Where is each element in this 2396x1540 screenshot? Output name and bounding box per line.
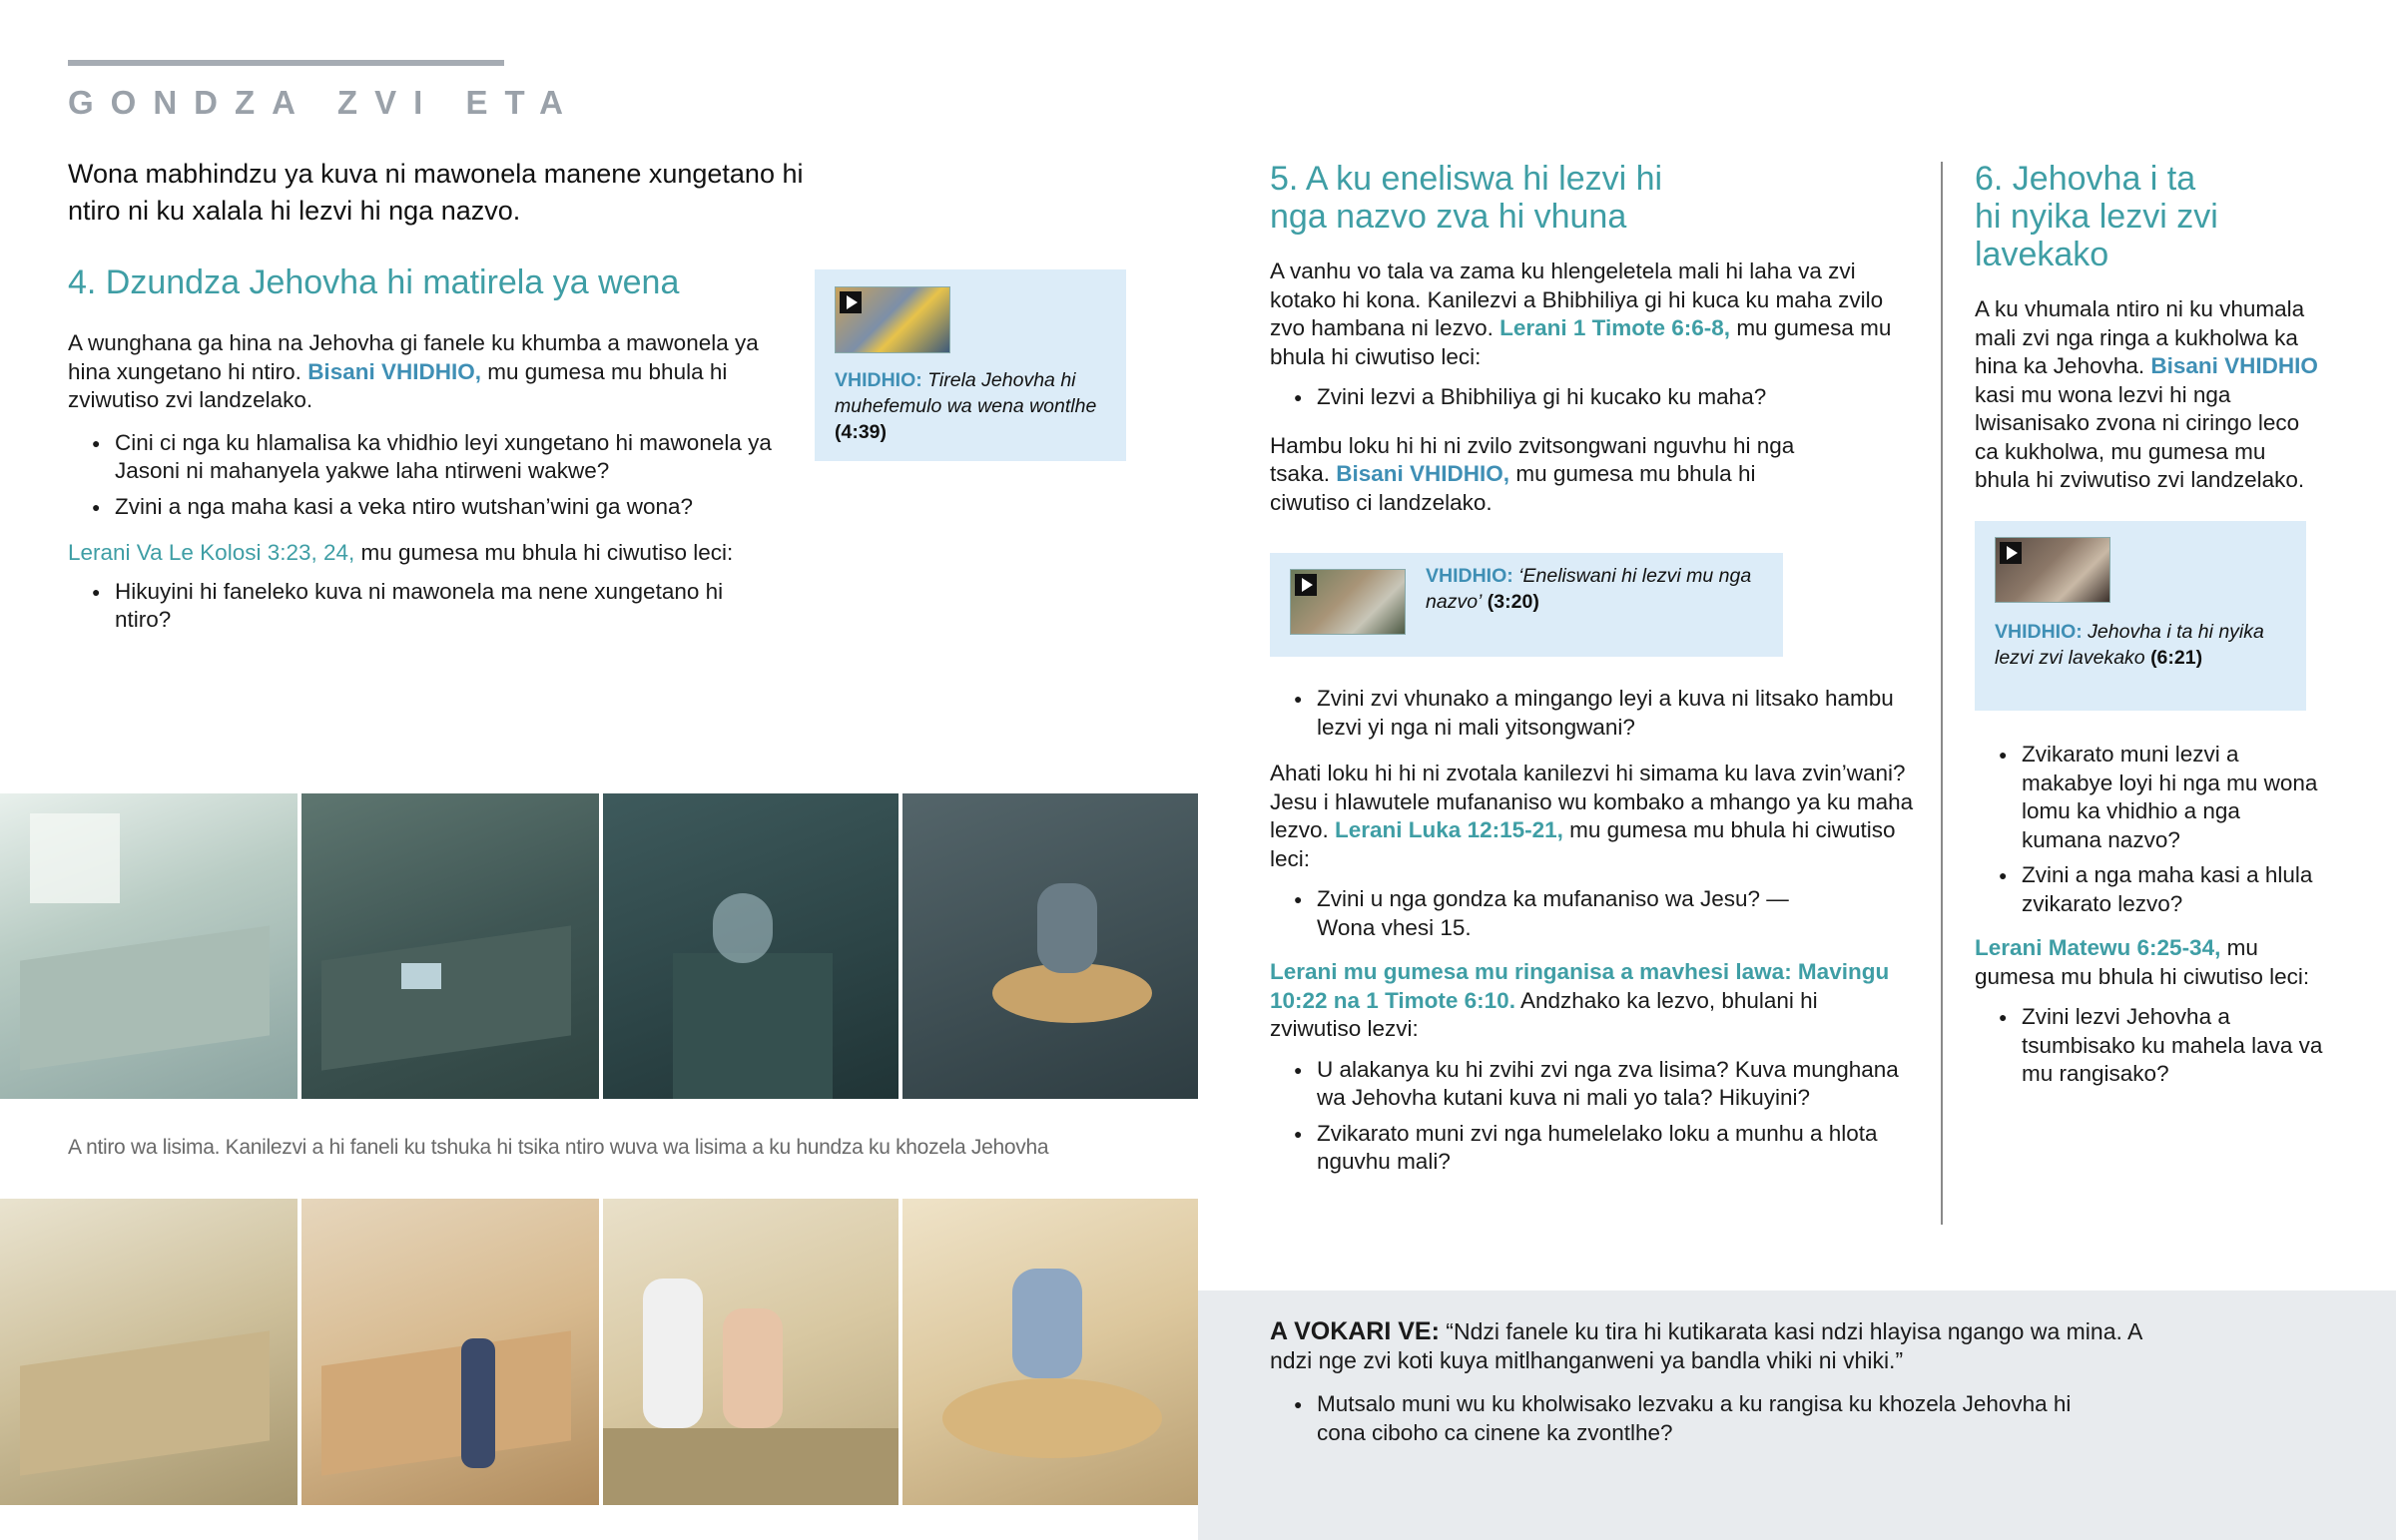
section-5-bullets-2 [1270, 685, 1914, 742]
list-item: ● Zvini u nga gondza ka mufananiso wa Jesu? — Wona vhesi 15. [1270, 885, 1809, 942]
watch-video-link[interactable]: Bisani VHIDHIO, [307, 358, 481, 384]
watch-video-link[interactable]: Bisani VHIDHIO, [1336, 461, 1510, 486]
scripture-link[interactable]: Lerani Luka 12:15-21, [1335, 817, 1563, 842]
play-icon[interactable] [2000, 542, 2022, 564]
section-6-bullets-2 [1975, 1003, 2324, 1089]
play-icon[interactable] [1295, 574, 1317, 596]
scripture-link[interactable]: Lerani 1 Timote 6:6-8, [1499, 315, 1731, 340]
section-4-paragraph: A wunghana ga hina na Jehovha gi fanele ku khumba a mawonela ya hina xungetano hi ntiro. Bisani VHIDHIO, mu gumesa mu bhula hi zviwutiso zvi landzelako. [68, 330, 759, 412]
list-item: ● Cini ci nga ku hlamalisa ka vhidhio leyi xungetano hi mawonela ya Jasoni ni mahanyela yakwe laha ntirweni wakwe? [68, 429, 787, 486]
section-5-paragraph-1: A vanhu vo tala va zama ku hlengeletela mali hi laha va zvi kotako hi kona. Kanilezvi a Bhibhiliya gi hi kuca ku maha zvilo zvo hambana ni lezvo. Lerani 1 Timote 6:6-8, mu gumesa mu bhula hi ciwutiso leci: [1270, 258, 1892, 369]
section-6 [1975, 160, 2324, 495]
intro-text: Wona mabhindzu ya kuva ni mawonela manene xungetano hi ntiro ni ku xalala hi lezvi hi nga nazvo. [68, 159, 804, 226]
column-divider [1941, 162, 1943, 1225]
office-leaving-image [301, 1199, 599, 1505]
objection-box [1198, 1290, 2396, 1540]
video-box-6[interactable] [1975, 521, 2306, 711]
video-caption: VHIDHIO: Jehovha i ta hi nyika lezvi zvi lavekako (6:21) [1995, 621, 2264, 669]
family-meeting-image [603, 1199, 898, 1505]
video-box-5[interactable] [1270, 553, 1783, 657]
section-6-heading: 6. Jehovha i ta hi nyika lezvi zvi lavekako [1975, 160, 2218, 273]
video-box-4[interactable] [815, 269, 1126, 461]
section-6-paragraph: A ku vhumala ntiro ni ku vhumala mali zvi nga ringa a kukholwa ka hina ka Jehovha. Bisani VHIDHIO kasi mu wona lezvi hi nga lwisanisako zvona ni ciringo leco ca kukholwa, mu gumesa mu bhula hi zviwutiso zvi landzelako. [1975, 296, 2318, 492]
section-5-paragraph-3: Ahati loku hi hi ni zvotala kanilezvi hi simama ku lava zvin’wani? Jesu i hlawutele mufananiso wu kombako a mhango ya ku maha lezvo. Lerani Luka 12:15-21, mu gumesa mu bhula hi ciwutiso leci: [1270, 761, 1914, 871]
video-thumbnail[interactable] [1995, 537, 2110, 603]
list-item: ● Zvikarato muni lezvi a makabye loyi hi nga mu wona lomu ka vhidhio a nga kumana nazvo? [1975, 741, 2324, 854]
section-4-read: Lerani Va Le Kolosi 3:23, 24, mu gumesa mu bhula hi ciwutiso leci: [68, 540, 734, 565]
scripture-link[interactable]: Lerani Va Le Kolosi 3:23, 24, [68, 540, 355, 565]
section-4-bullets [68, 429, 787, 522]
office-evening-image [301, 793, 599, 1099]
list-item: ● Zvini lezvi Jehovha a tsumbisako ku mahela lava va mu rangisako? [1975, 1003, 2324, 1089]
video-thumbnail[interactable] [1290, 569, 1406, 635]
section-5 [1270, 160, 1914, 517]
video-caption: VHIDHIO: Tirela Jehovha hi muhefemulo wa wena wontlhe (4:39) [835, 369, 1097, 443]
section-6-bullets-1 [1975, 741, 2324, 918]
section-5-paragraph-4: Lerani mu gumesa mu ringanisa a mavhesi lawa: Mavingu 10:22 na 1 Timote 6:10. Andzhako ka lezvo, bhulani hi zviwutiso lezvi: [1270, 959, 1890, 1041]
objection-bullets [1270, 1390, 2108, 1454]
section-4-bullets-2 [68, 578, 767, 635]
list-item: ● Zvikarato muni zvi nga humelelako loku a munhu a hlota nguvhu mali? [1270, 1120, 1914, 1177]
section-5-bullets-1 [1270, 383, 1914, 412]
list-item: ● Hikuyini hi faneleko kuva ni mawonela ma nene xungetano hi ntiro? [68, 578, 767, 635]
section-4 [68, 263, 787, 642]
kitchen-night-image [902, 793, 1198, 1099]
objection-quote: A VOKARI VE: “Ndzi fanele ku tira hi kutikarata kasi ndzi hlayisa ngango wa mina. A ndzi nge zvi koti kuya mitlhanganweni ya bandla vhiki ni vhiki.” [1270, 1317, 2142, 1373]
scripture-link[interactable]: Lerani Matewu 6:25-34, [1975, 935, 2221, 960]
play-icon[interactable] [840, 291, 862, 313]
header-rule [68, 60, 504, 66]
section-6-lower [1975, 741, 2324, 1096]
list-item: ● Zvini a nga maha kasi a hlula zvikarato lezvo? [1975, 861, 2324, 918]
list-item: ● Zvini zvi vhunako a mingango leyi a kuva ni litsako hambu lezvi yi nga ni mali yitsongwani? [1270, 685, 1914, 742]
list-item: ● Zvini lezvi a Bhibhiliya gi hi kucako ku maha? [1270, 383, 1914, 412]
list-item: ● U alakanya ku hi zvihi zvi nga zva lisima? Kuva munghana wa Jehovha kutani kuva ni mali yo tala? Hikuyini? [1270, 1056, 1914, 1113]
section-5-heading: 5. A ku eneliswa hi lezvi hi nga nazvo zva hi vhuna [1270, 160, 1663, 236]
section-4-heading: 4. Dzundza Jehovha hi matirela ya wena [68, 263, 680, 301]
office-warm-image [0, 1199, 298, 1505]
list-item: ● Zvini a nga maha kasi a veka ntiro wutshan’wini ga wona? [68, 493, 787, 522]
video-caption: VHIDHIO: ‘Eneliswani hi lezvi mu nga nazvo’ (3:20) [1426, 565, 1752, 613]
image-caption: A ntiro wa lisima. Kanilezvi a hi faneli ku tshuka hi tsika ntiro wuva wa lisima a ku hundza ku khozela Jehovha [68, 1136, 1049, 1159]
office-night-image [603, 793, 898, 1099]
family-dinner-image [902, 1199, 1198, 1505]
watch-video-link[interactable]: Bisani VHIDHIO [2150, 353, 2318, 378]
section-5-bullets-3 [1270, 885, 1809, 942]
list-item: ● Mutsalo muni wu ku kholwisako lezvaku a ku rangisa ku khozela Jehovha hi cona ciboho ca cinene ka zvontlhe? [1270, 1390, 2108, 1447]
video-thumbnail[interactable] [835, 286, 950, 353]
page-title: GONDZA ZVI ETA [68, 84, 580, 121]
section-5-lower [1270, 685, 1914, 1184]
section-5-bullets-4 [1270, 1056, 1914, 1177]
section-6-read: Lerani Matewu 6:25-34, mu gumesa mu bhula hi ciwutiso leci: [1975, 935, 2310, 989]
office-day-image [0, 793, 298, 1099]
scripture-link[interactable]: Lerani mu gumesa mu ringanisa a mavhesi lawa: Mavingu 10:22 na 1 Timote 6:10. [1270, 959, 1890, 1013]
section-5-paragraph-2: Hambu loku hi hi ni zvilo zvitsongwani nguvhu hi nga tsaka. Bisani VHIDHIO, mu gumesa mu bhula hi ciwutiso ci landzelako. [1270, 432, 1795, 515]
